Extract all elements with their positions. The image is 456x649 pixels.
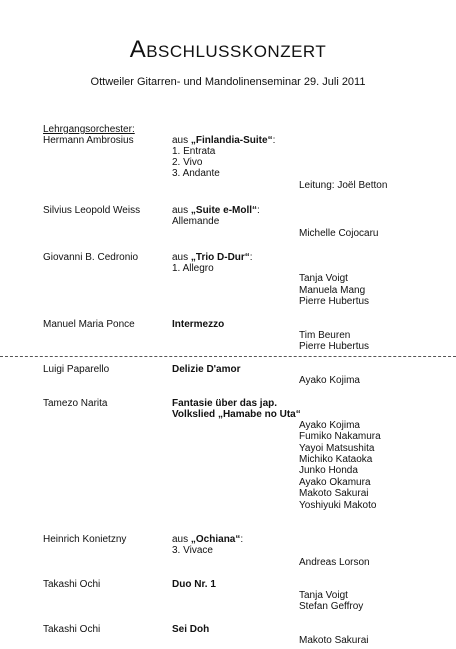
performer: Ayako Okamura [299, 477, 371, 488]
composer-name: Manuel Maria Ponce [43, 319, 135, 330]
work-suffix: : [272, 135, 276, 146]
performer: Tanja Voigt [299, 273, 348, 284]
movement: 2. Vivo [172, 157, 203, 168]
performer: Junko Honda [299, 465, 358, 476]
movement: 1. Allegro [172, 263, 214, 274]
work-name: Intermezzo [172, 319, 225, 330]
work-name-line2: Volkslied „Hamabe no Uta“ [172, 409, 301, 420]
orchestra-heading: Lehrgangsorchester: [43, 124, 135, 135]
performer: Tanja Voigt [299, 590, 348, 601]
work-suffix: : [257, 205, 260, 216]
performer: Tim Beuren [299, 330, 351, 341]
performer: Makoto Sakurai [299, 635, 369, 646]
performer: Pierre Hubertus [299, 341, 370, 352]
composer-name: Takashi Ochi [43, 624, 101, 635]
divider [0, 356, 456, 357]
performer: Andreas Lorson [299, 557, 370, 568]
movement: 3. Vivace [172, 545, 213, 556]
work-name: „Finlandia-Suite“ [190, 135, 273, 146]
work-prefix: aus [172, 534, 191, 545]
work-name: „Ochiana“ [190, 534, 241, 545]
work-prefix: aus [172, 205, 191, 216]
work-name: Delizie D'amor [172, 364, 241, 375]
work-prefix: aus [172, 135, 191, 146]
performer: Michiko Kataoka [299, 454, 373, 465]
performer: Michelle Cojocaru [299, 228, 379, 239]
composer-name: Tamezo Narita [43, 398, 108, 409]
work-suffix: : [249, 252, 253, 263]
work-name: Duo Nr. 1 [172, 579, 216, 590]
movement: Allemande [172, 216, 220, 227]
composer-name: Giovanni B. Cedronio [43, 252, 139, 263]
composer-name: Hermann Ambrosius [43, 135, 134, 146]
composer-name: Takashi Ochi [43, 579, 101, 590]
work-name: Fantasie über das jap. [172, 398, 278, 409]
composer-name: Silvius Leopold Weiss [43, 205, 141, 216]
work-suffix: : [240, 534, 244, 545]
composer-name: Heinrich Konietzny [43, 534, 127, 545]
performer: Ayako Kojima [299, 420, 360, 431]
page-subtitle: Ottweiler Gitarren- und Mandolinenseminar 29. Juli 2011 [90, 76, 366, 88]
performer: Yayoi Matsushita [299, 443, 375, 454]
performer: Yoshiyuki Makoto [299, 500, 377, 511]
performer: Fumiko Nakamura [299, 431, 381, 442]
performer: Pierre Hubertus [299, 296, 370, 307]
performer: Stefan Geffroy [299, 601, 364, 612]
performer: Makoto Sakurai [299, 488, 369, 499]
performer: Leitung: Joël Betton [299, 180, 388, 191]
work-prefix: aus [172, 252, 191, 263]
work-name: Sei Doh [172, 624, 210, 635]
performer: Manuela Mang [299, 285, 366, 296]
movement: 3. Andante [172, 168, 220, 179]
composer-name: Luigi Paparello [43, 364, 110, 375]
work-name: „Trio D-Dur“ [190, 252, 250, 263]
movement: 1. Entrata [172, 146, 216, 157]
work-name: „Suite e-Moll“ [190, 205, 258, 216]
page-title: Abschlusskonzert [129, 36, 327, 63]
performer: Ayako Kojima [299, 375, 360, 386]
